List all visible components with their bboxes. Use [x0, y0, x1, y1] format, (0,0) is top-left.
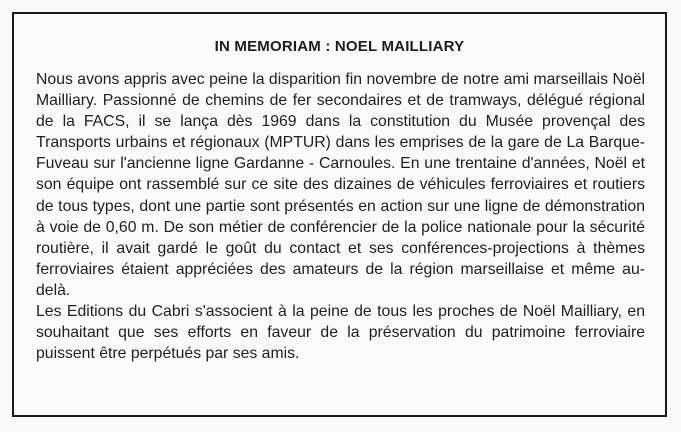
paragraph-closing: Les Editions du Cabri s'associent à la peine de tous les proches de Noël Mailliary, en souhaitant que ses efforts en faveur de la préservation du patrimoine ferroviaire puissent être perpétués par ses amis.: [36, 303, 645, 363]
article-body: [36, 69, 645, 364]
paragraph-main: Nous avons appris avec peine la disparition fin novembre de notre ami marseillais Noël Mailliary. Passionné de chemins de fer secondaires et de tramways, délégué régional de la FACS, il se lança dès 1969 dans la constitution du Musée provençal des Transports urbains et régionaux (MPTUR) dans les emprises de la gare de La Barque-Fuveau sur l'ancienne ligne Gardanne - Carnoules. En une trentaine d'années, Noël et son équipe ont rassemblé sur ce site des dizaines de véhicules ferroviaires et routiers de tous types, dont une partie sont présentés en action sur une ligne de démonstration à voie de 0,60 m. De son métier de conférencier de la police nationale pour la sécurité routière, il avait gardé le goût du contact et ses conférences-projections à thèmes ferroviaires étaient appréciées des amateurs de la région marseillaise et même au-delà.: [36, 71, 645, 299]
memorial-box: [12, 12, 667, 417]
article-title: IN MEMORIAM : NOEL MAILLIARY: [214, 38, 465, 55]
